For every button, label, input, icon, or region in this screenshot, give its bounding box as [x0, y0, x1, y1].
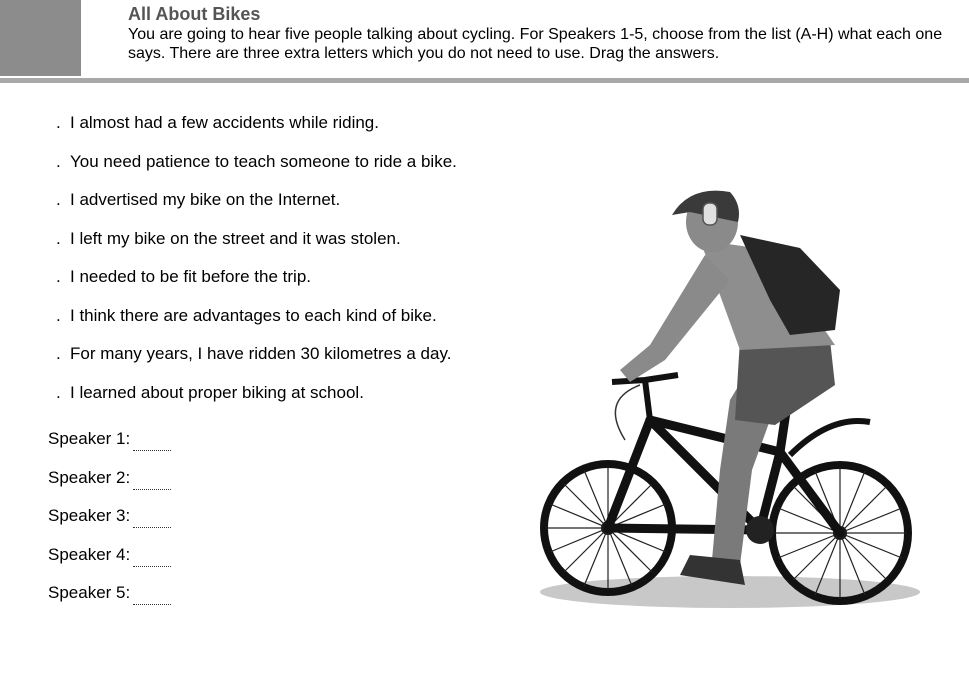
speaker-4-drop-slot[interactable]: [133, 548, 171, 567]
option-text: I left my bike on the street and it was stolen.: [70, 228, 401, 248]
option-marker: .: [56, 190, 61, 209]
header: [0, 0, 969, 84]
answer-option-8[interactable]: [56, 381, 457, 420]
speaker-3-drop-slot[interactable]: [133, 509, 171, 528]
rider-arm: [620, 255, 730, 382]
cyclist-illustration: [530, 180, 930, 620]
instructions-text: You are going to hear five people talking about cycling. For Speakers 1-5, choose from the list (A-H) what each one says. There are three extra letters which you do not need to use. Drag the answers.: [128, 26, 943, 62]
speaker-row-2: [48, 466, 171, 505]
option-text: I almost had a few accidents while riding.: [70, 113, 379, 132]
option-text: I needed to be fit before the trip.: [70, 267, 311, 286]
option-marker: .: [56, 382, 61, 402]
header-divider: [0, 78, 969, 83]
brake-cable: [615, 385, 640, 440]
option-text: I learned about proper biking at school.: [70, 382, 364, 402]
speaker-row-4: [48, 543, 171, 582]
speaker-label: Speaker 4:: [48, 544, 131, 564]
handlebars: [612, 375, 678, 420]
speaker-5-drop-slot[interactable]: [133, 586, 171, 605]
option-marker: .: [56, 113, 61, 132]
option-marker: .: [56, 344, 61, 363]
option-marker: .: [56, 228, 61, 248]
page-title: All About Bikes: [128, 4, 261, 24]
speaker-1-drop-slot[interactable]: [133, 432, 171, 451]
front-fender: [790, 421, 870, 455]
option-text: I think there are advantages to each kind of bike.: [70, 305, 437, 325]
answer-option-2[interactable]: [56, 150, 457, 189]
rider-shorts: [735, 340, 835, 425]
answer-options-list: [56, 111, 457, 419]
answer-option-7[interactable]: [56, 342, 457, 381]
option-marker: .: [56, 305, 61, 325]
speaker-label: Speaker 2:: [48, 467, 131, 487]
headphones-icon: [703, 203, 717, 225]
speaker-2-drop-slot[interactable]: [133, 471, 171, 490]
header-color-block: [0, 0, 81, 76]
speaker-label: Speaker 1:: [48, 429, 131, 448]
speaker-row-5: [48, 581, 171, 620]
option-text: I advertised my bike on the Internet.: [70, 190, 341, 209]
speaker-row-3: [48, 504, 171, 543]
speaker-answers: [48, 427, 171, 620]
speaker-row-1: [48, 427, 171, 466]
answer-option-1[interactable]: [56, 111, 457, 150]
speaker-label: Speaker 3:: [48, 506, 131, 525]
option-marker: .: [56, 267, 61, 286]
answer-option-6[interactable]: [56, 304, 457, 343]
speaker-label: Speaker 5:: [48, 583, 131, 602]
option-text: For many years, I have ridden 30 kilometres a day.: [70, 344, 452, 363]
answer-option-5[interactable]: [56, 265, 457, 304]
chainring: [746, 516, 774, 544]
option-text: You need patience to teach someone to ride a bike.: [70, 151, 457, 171]
answer-option-4[interactable]: [56, 227, 457, 266]
option-marker: .: [56, 151, 61, 171]
answer-option-3[interactable]: [56, 188, 457, 227]
